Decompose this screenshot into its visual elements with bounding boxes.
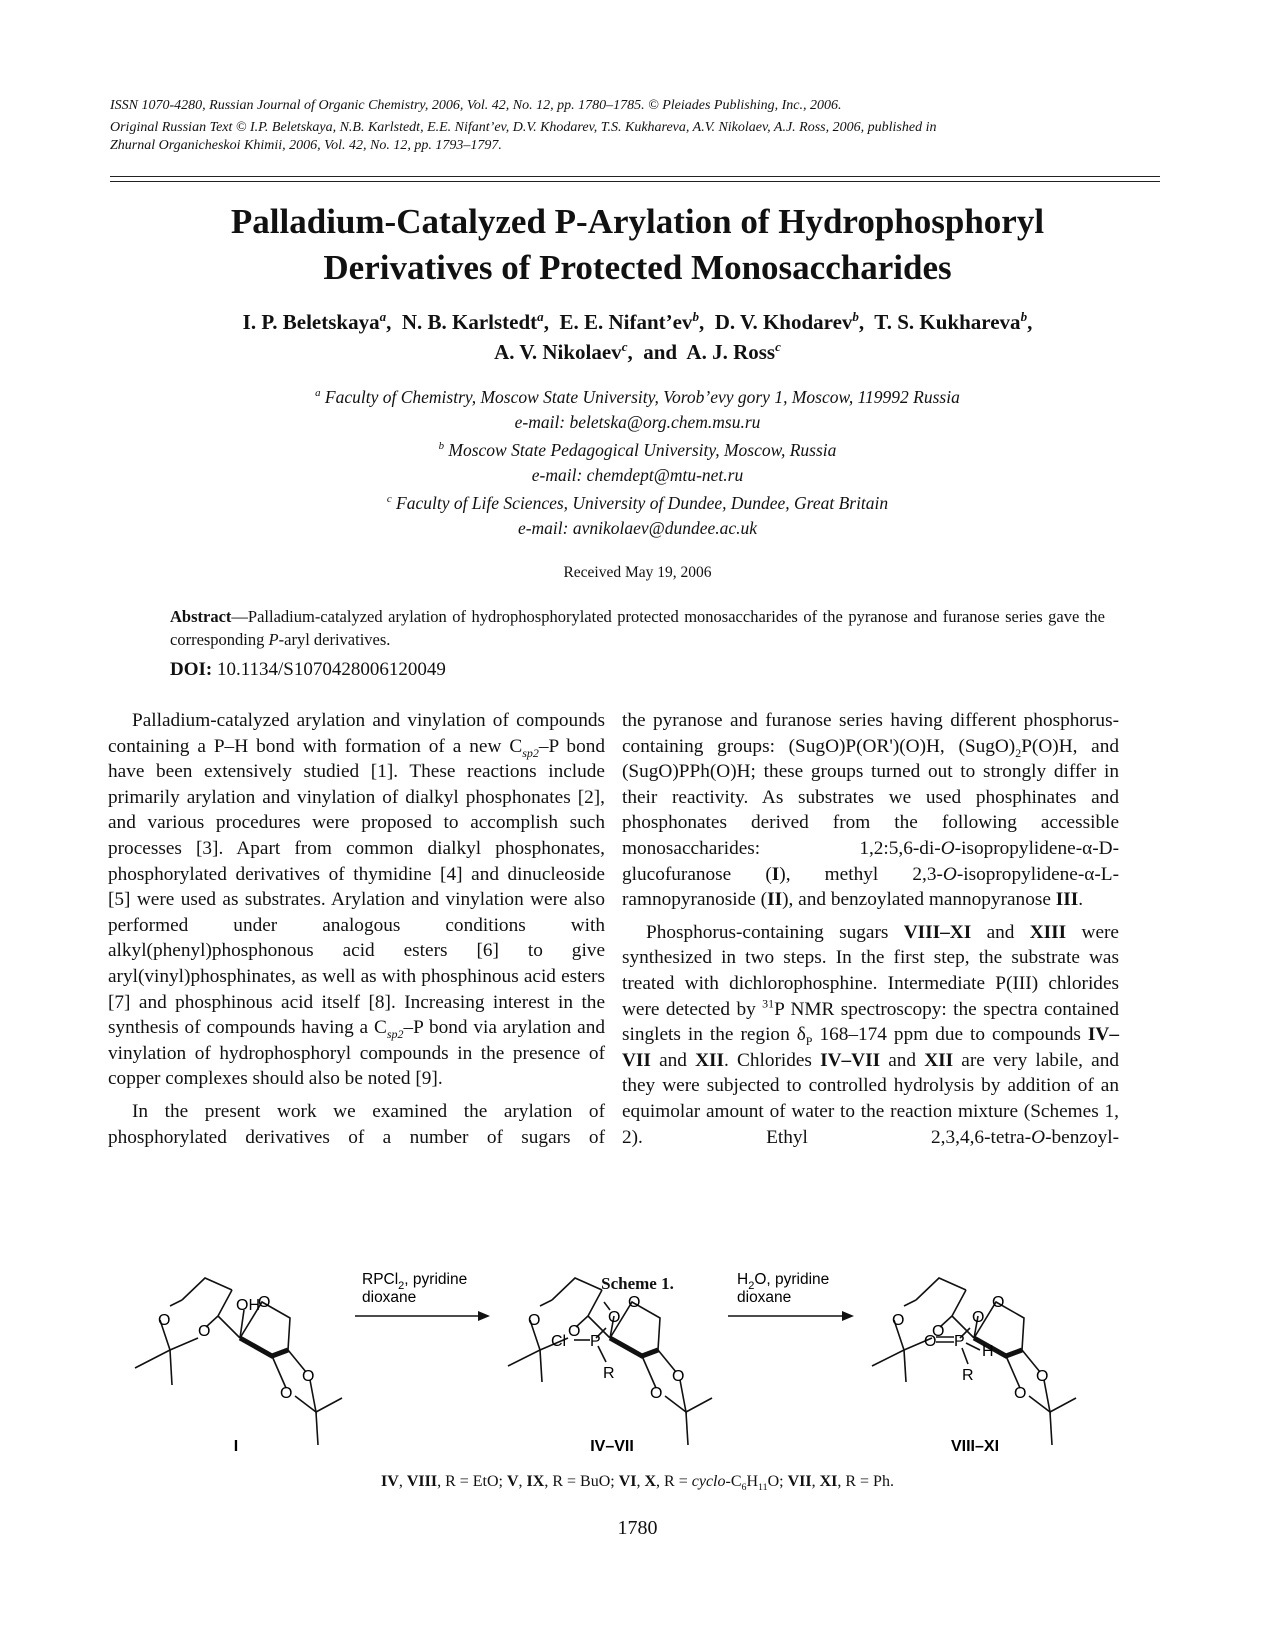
arrow-head [842, 1311, 854, 1321]
solvent-label: dioxane [362, 1289, 417, 1306]
reagent-label: RPCl$_2$, pyridine [362, 1271, 468, 1292]
bond [316, 1412, 318, 1445]
doi-value: 10.1134/S1070428006120049 [216, 659, 446, 680]
scheme-title: Scheme 1. [601, 1274, 674, 1293]
atom-label: P [954, 1333, 965, 1350]
arrow-head [478, 1311, 490, 1321]
atom-label: R [603, 1365, 615, 1382]
atom-label: O [528, 1312, 541, 1329]
compound-label-I: I [233, 1438, 239, 1455]
affiliation-mark: a [315, 387, 321, 400]
atom-label: O [302, 1368, 315, 1385]
atom-label: O [932, 1323, 945, 1340]
atom-label: O [280, 1385, 293, 1402]
bond [170, 1350, 172, 1385]
author-affiliation-mark: c [621, 339, 628, 354]
affiliation-email: e-mail: beletska@org.chem.msu.ru [514, 412, 761, 432]
atom-label: O [1036, 1368, 1049, 1385]
abstract: Abstract—Palladium-catalyzed arylation of hydrophosphorylated protected monosaccharides of the pyranose and furanose series gave the corresponding P-aryl derivatives. [170, 607, 1105, 649]
atom-label: O [628, 1294, 641, 1311]
bond [962, 1348, 968, 1364]
solvent-label: dioxane [737, 1289, 792, 1306]
page-number: 1780 [617, 1517, 658, 1539]
author-affiliation-mark: b [692, 309, 699, 324]
journal-citation-line: ISSN 1070-4280, Russian Journal of Organic Chemistry, 2006, Vol. 42, No. 12, pp. 1780–1785. © Pleiades Publishing, Inc., 2006. [110, 98, 842, 113]
bond [552, 1278, 602, 1300]
affiliation-text: Moscow State Pedagogical University, Moscow, Russia [448, 440, 837, 460]
atom-label: O [1014, 1385, 1027, 1402]
authors-line-1: I. P. Beletskaya$^a$, N. B. Karlstedt$^a$, E. E. $Nifant’ev^b$, D. V. Khodarev$^b$, T. S. Kukhareva$^b$, [242, 309, 1033, 334]
original-text-line: Original Russian Text © I.P. Beletskaya, N.B. Karlstedt, E.E. Nifant’ev, D.V. Khodarev, T.S. Kukhareva, A.V. Nikolaev, A.J. Ross, 2006, published in [110, 120, 937, 135]
bond [576, 1290, 602, 1327]
bond [206, 1290, 232, 1327]
bond [272, 1356, 286, 1388]
author-name: A. J. Ross [686, 340, 776, 364]
atom-label: O [650, 1385, 663, 1402]
original-text-line-2: Zhurnal Organicheskoi Khimii, 2006, Vol. 42, No. 12, pp. 1793–1797. [110, 138, 502, 153]
compound-I-structure [135, 1278, 342, 1445]
bond [966, 1343, 980, 1350]
author-name: E. E. Nifant’ev [559, 310, 693, 334]
bond [686, 1398, 712, 1412]
compound-label-VIII-XI: VIII–XI [950, 1438, 1000, 1455]
paper-title-line-1: Palladium-Catalyzed P-Arylation of Hydrophosphoryl [230, 202, 1045, 241]
bond [316, 1398, 342, 1412]
atom-label: O [672, 1368, 685, 1385]
author-affiliation-mark: a [379, 309, 387, 324]
author-name: A. V. Nikolaev [494, 340, 622, 364]
reaction-arrow-2 [728, 1271, 854, 1321]
scheme-caption: IV, VIII, R = EtO; V, IX, R = BuO; VI, X, R = cyclo-$C_6H_{11}O$; VII, XI, R = Ph. [381, 1473, 894, 1494]
affiliation-email: e-mail: avnikolaev@dundee.ac.uk [517, 518, 758, 538]
affiliation-email: e-mail: chemdept@mtu-net.ru [531, 465, 744, 485]
affiliation-mark: c [386, 493, 392, 506]
reaction-arrow-1 [355, 1271, 490, 1321]
bond [540, 1300, 552, 1306]
atom-label: O [258, 1294, 271, 1311]
bond [170, 1300, 182, 1306]
bond [508, 1350, 540, 1366]
bond [1050, 1412, 1052, 1445]
author-affiliation-mark: b [1020, 309, 1028, 324]
bond [240, 1338, 288, 1356]
bond [904, 1300, 916, 1306]
bond [170, 1338, 198, 1350]
author-name: D. V. Khodarev [714, 310, 853, 334]
bond [540, 1350, 542, 1382]
atom-label: O [992, 1294, 1005, 1311]
author-affiliation-mark: a [537, 309, 544, 324]
paragraph: In the present work we examined the arylation of phosphorylated derivatives of a number of sugars of [108, 1100, 605, 1148]
author-affiliation-mark: b [852, 309, 859, 324]
paper-title-line-2: Derivatives of Protected Monosaccharides [323, 248, 952, 287]
bond [182, 1278, 232, 1300]
atom-label: O [924, 1333, 937, 1350]
bond [642, 1356, 656, 1388]
author-name: T. S. Kukhareva [874, 310, 1021, 334]
bond [686, 1412, 688, 1445]
bond [904, 1350, 906, 1382]
atom-label: H [982, 1343, 994, 1360]
affiliation-text: Faculty of Life Sciences, University of Dundee, Dundee, Great Britain [396, 493, 889, 513]
reagent-label: $H_2O$, pyridine [737, 1271, 830, 1292]
atom-label: O [892, 1312, 905, 1329]
atom-label: R [962, 1367, 974, 1384]
atom-label: O [158, 1312, 171, 1329]
compound-label-IV-VII: IV–VII [590, 1438, 634, 1455]
compound-VIII-XI-structure [872, 1278, 1076, 1445]
bond [135, 1350, 170, 1368]
atom-label: O [568, 1323, 581, 1340]
authors-line-2: A. V. Nikolaev$^c$, and A. J. Ross$^c$ [494, 339, 781, 364]
bond [872, 1350, 904, 1366]
atom-label: O [608, 1309, 621, 1326]
author-name: I. P. Beletskaya [242, 310, 380, 334]
atom-label: OH [236, 1297, 260, 1314]
atom-label: O [972, 1309, 985, 1326]
bond [916, 1278, 966, 1300]
bond [940, 1290, 966, 1327]
doi-label: DOI: [170, 659, 213, 680]
paragraph: Palladium-catalyzed arylation and vinylation of compounds containing a P–H bond with formation of a new $C_{sp2}-P$ bond have been extensively studied [1]. These reactions include primarily arylation and vinylation of dialkyl phosphonates [2], and various procedures were proposed to accomplish such processes [3]. Apart from common dialkyl phosphonates, phosphorylated derivatives of thymidine [4] and dinucleoside [5] were used as substrates. Arylation and vinylation were also performed under analogous conditions with alkyl(phenyl)phosphonous acid esters [6] to give aryl(vinyl)phosphinates, as well as with phosphinous acid esters [7] and phosphinous acid itself [8]. Increasing interest in the synthesis of compounds having a $C_{sp2}-P$ bond via arylation and vinylation of hydrophosphoryl compounds in the presence of copper complexes should also be noted [9]. [108, 710, 606, 1090]
bond [610, 1338, 658, 1356]
compound-IV-VII-structure [508, 1278, 712, 1445]
atom-label: P [590, 1333, 601, 1350]
author-name: N. B. Karlstedt [401, 310, 538, 334]
atom-label: O [198, 1323, 211, 1340]
affiliation-mark: b [438, 440, 444, 453]
bond [1006, 1356, 1020, 1388]
atom-label: Cl [551, 1333, 567, 1350]
authors-and: and [643, 340, 678, 364]
paragraph: the pyranose and furanose series having different phosphorus-containing groups: (SugO)P(OR')(O)H, $(SugO)_2P(O)H$, and (SugO)PPh(O)H; these groups turned out to strongly differ in their reactivity. As substrates we used phosphinates and phosphonates derived from the following accessible monosaccharides: 1,2:5,6-di-O-isopropylidene-α-D-glucofuranose (I), methyl 2,3-O-isopropylidene-α-L-ramnopyranoside (II), and benzoylated mannopyranose III. [622, 710, 1119, 911]
abstract-label: Abstract [170, 607, 232, 626]
bond [218, 1316, 240, 1338]
bond [1050, 1398, 1076, 1412]
received-date: Received May 19, 2006 [563, 564, 712, 581]
affiliation-text: Faculty of Chemistry, Moscow State University, Vorob’evy gory 1, Moscow, 119992 Russia [324, 387, 960, 407]
paragraph: Phosphorus-containing sugars VIII–XI and XIII were synthesized in two steps. In the first step, the substrate was treated with dichlorophosphine. Intermediate P(III) chlorides were detected by $^{31}$P NMR spectroscopy: the spectra contained singlets in the region $\delta_P$ 168–174 ppm due to compounds IV–VII and XII. Chlorides IV–VII and XII are very labile, and they were subjected to controlled hydrolysis by addition of an equimolar amount of water to the reaction mixture (Schemes 1, 2). Ethyl 2,3,4,6-tetra-O-benzoyl- [622, 921, 1119, 1148]
author-affiliation-mark: c [775, 339, 781, 354]
